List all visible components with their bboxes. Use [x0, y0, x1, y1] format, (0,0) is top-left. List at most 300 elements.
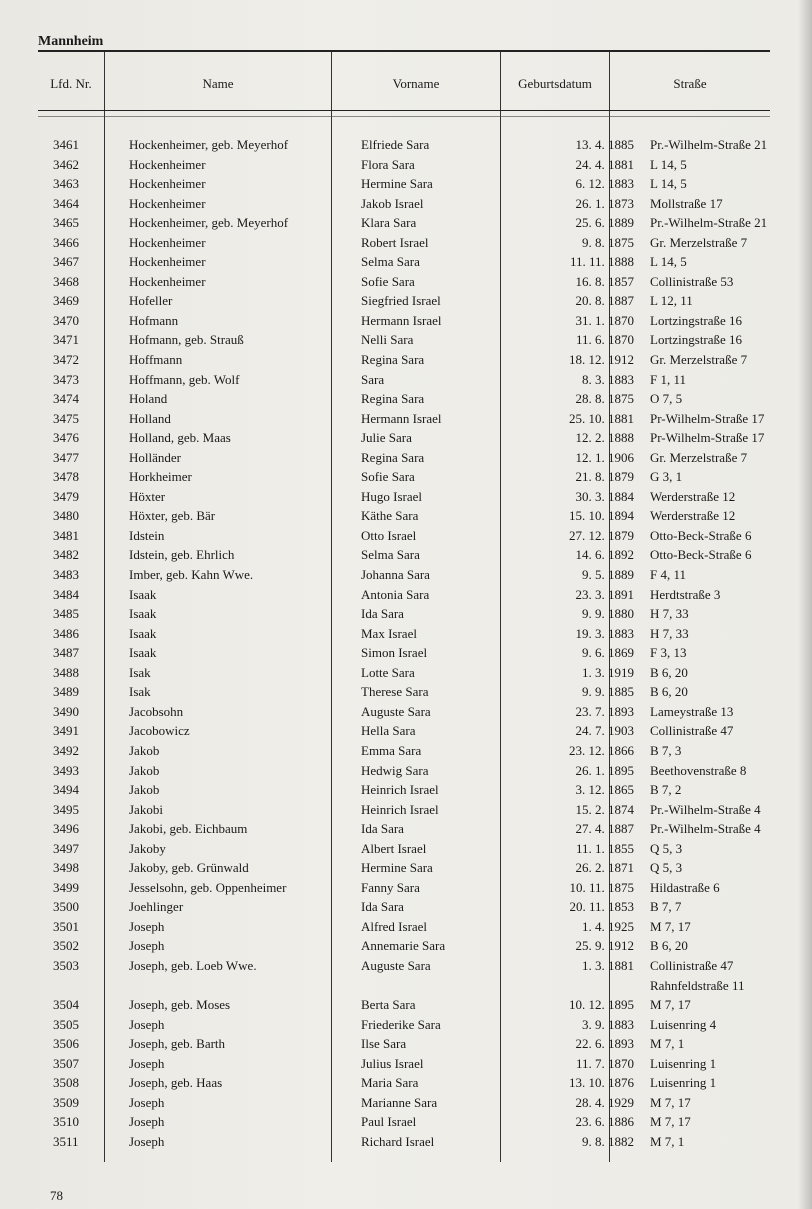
cell-name: Joseph — [129, 1055, 165, 1071]
cell-nr: 3481 — [53, 527, 79, 543]
table-row — [38, 565, 800, 585]
cell-geburtsdatum: 25. 6. 1889 — [575, 215, 634, 231]
cell-nr: 3502 — [53, 938, 79, 954]
cell-strasse: B 6, 20 — [650, 664, 688, 680]
cell-strasse: Mollstraße 17 — [650, 195, 723, 211]
cell-vorname: Auguste Sara — [361, 703, 431, 719]
cell-name: Jacobowicz — [129, 723, 190, 739]
cell-nr: 3466 — [53, 234, 79, 250]
cell-name: Isak — [129, 664, 151, 680]
table-row — [38, 761, 800, 781]
cell-geburtsdatum: 24. 4. 1881 — [575, 156, 634, 172]
cell-vorname: Annemarie Sara — [361, 938, 446, 954]
cell-nr: 3468 — [53, 273, 79, 289]
cell-strasse: B 7, 7 — [650, 899, 682, 915]
cell-name: Jakoby, geb. Grünwald — [129, 860, 249, 876]
table-row — [38, 624, 800, 644]
cell-nr: 3503 — [53, 957, 79, 973]
cell-strasse: Q 5, 3 — [650, 860, 683, 876]
cell-nr: 3492 — [53, 742, 79, 758]
cell-nr: 3491 — [53, 723, 79, 739]
cell-nr: 3493 — [53, 762, 79, 778]
cell-vorname: Hugo Israel — [361, 488, 423, 504]
page-number: 78 — [50, 1188, 63, 1203]
cell-nr: 3506 — [53, 1036, 79, 1052]
cell-vorname: Ida Sara — [361, 821, 404, 837]
cell-geburtsdatum: 13. 4. 1885 — [575, 137, 634, 152]
cell-nr: 3464 — [53, 195, 79, 211]
column-header-vorname: Vorname — [392, 76, 440, 91]
table-row — [38, 545, 800, 565]
cell-vorname: Alfred Israel — [361, 918, 428, 934]
table-row — [38, 330, 800, 350]
cell-geburtsdatum: 26. 1. 1895 — [575, 762, 634, 778]
table-row — [38, 702, 800, 722]
cell-vorname: Sara — [361, 371, 385, 387]
cell-strasse: Lortzingstraße 16 — [650, 332, 743, 348]
cell-nr: 3499 — [53, 879, 79, 895]
cell-strasse: Gr. Merzelstraße 7 — [650, 352, 748, 368]
cell-vorname: Julie Sara — [361, 430, 412, 446]
cell-strasse: Pr.-Wilhelm-Straße 4 — [650, 801, 761, 817]
cell-name: Hockenheimer — [129, 176, 206, 192]
cell-strasse: Collinistraße 47 — [650, 723, 734, 739]
cell-name: Jakob — [129, 762, 160, 778]
cell-name: Joseph — [129, 1016, 165, 1032]
cell-name: Holländer — [129, 449, 181, 465]
cell-geburtsdatum: 11. 1. 1855 — [575, 840, 634, 856]
cell-vorname: Otto Israel — [361, 527, 417, 543]
cell-name: Hoffmann — [129, 352, 183, 368]
cell-geburtsdatum: 10. 11. 1875 — [569, 879, 634, 895]
cell-vorname: Selma Sara — [361, 547, 420, 563]
page-edge-shadow — [798, 0, 812, 1209]
cell-strasse: Luisenring 1 — [650, 1075, 717, 1091]
cell-name: Idstein — [129, 527, 165, 543]
cell-nr: 3479 — [53, 488, 79, 504]
cell-geburtsdatum: 9. 9. 1880 — [582, 606, 634, 622]
cell-vorname: Richard Israel — [361, 1133, 435, 1149]
cell-nr: 3477 — [53, 449, 79, 465]
table-row — [38, 741, 800, 761]
cell-strasse: G 3, 1 — [650, 469, 683, 485]
cell-nr: 3462 — [53, 156, 79, 172]
cell-nr: 3476 — [53, 430, 79, 446]
cell-name: Isak — [129, 684, 151, 700]
cell-strasse: Luisenring 1 — [650, 1055, 717, 1071]
cell-vorname: Regina Sara — [361, 391, 425, 407]
cell-geburtsdatum: 30. 3. 1884 — [575, 488, 634, 504]
cell-geburtsdatum: 23. 7. 1893 — [575, 703, 634, 719]
cell-strasse: B 7, 3 — [650, 742, 682, 758]
table-row — [38, 370, 800, 390]
cell-vorname: Heinrich Israel — [361, 782, 439, 798]
cell-strasse: L 14, 5 — [650, 254, 687, 270]
cell-strasse: M 7, 17 — [650, 1094, 691, 1110]
cell-vorname: Heinrich Israel — [361, 801, 439, 817]
cell-nr: 3484 — [53, 586, 79, 602]
table-row — [38, 1112, 800, 1132]
cell-vorname: Hermann Israel — [361, 410, 442, 426]
cell-nr: 3474 — [53, 391, 79, 407]
cell-name: Jakoby — [129, 840, 166, 856]
table-row — [38, 311, 800, 331]
cell-strasse: L 14, 5 — [650, 176, 687, 192]
cell-name: Hockenheimer — [129, 234, 206, 250]
cell-nr: 3510 — [53, 1114, 79, 1130]
cell-name: Joseph — [129, 1133, 165, 1149]
column-header-strasse: Straße — [673, 76, 707, 91]
table-row — [38, 487, 800, 507]
cell-vorname: Regina Sara — [361, 352, 425, 368]
cell-nr: 3482 — [53, 547, 79, 563]
cell-geburtsdatum: 9. 5. 1889 — [582, 567, 634, 583]
cell-strasse: F 1, 11 — [650, 371, 686, 387]
cell-nr: 3485 — [53, 606, 79, 622]
cell-geburtsdatum: 9. 6. 1869 — [582, 645, 634, 661]
cell-geburtsdatum: 21. 8. 1879 — [575, 469, 634, 485]
cell-nr: 3490 — [53, 703, 79, 719]
table-row — [38, 1093, 800, 1113]
cell-vorname: Robert Israel — [361, 234, 429, 250]
cell-geburtsdatum: 12. 1. 1906 — [575, 449, 634, 465]
cell-geburtsdatum: 12. 2. 1888 — [575, 430, 634, 446]
table-row — [38, 917, 800, 937]
table-row — [38, 448, 800, 468]
table-row — [38, 506, 800, 526]
cell-name: Isaak — [129, 645, 157, 661]
cell-nr: 3489 — [53, 684, 79, 700]
cell-nr: 3498 — [53, 860, 79, 876]
cell-vorname: Jakob Israel — [361, 195, 424, 211]
table-row — [38, 272, 800, 292]
cell-vorname: Paul Israel — [361, 1114, 417, 1130]
cell-name: Isaak — [129, 586, 157, 602]
cell-name: Imber, geb. Kahn Wwe. — [129, 567, 254, 583]
table-row — [38, 858, 800, 878]
cell-vorname: Julius Israel — [361, 1055, 424, 1071]
empty-cell — [355, 976, 523, 996]
header-top-rule — [38, 50, 770, 52]
table-row — [38, 135, 800, 155]
cell-geburtsdatum: 6. 12. 1883 — [575, 176, 634, 192]
cell-name: Höxter — [129, 488, 166, 504]
table-row — [38, 194, 800, 214]
cell-vorname: Antonia Sara — [361, 586, 430, 602]
cell-nr: 3496 — [53, 821, 79, 837]
cell-strasse: Otto-Beck-Straße 6 — [650, 547, 752, 563]
empty-cell — [119, 976, 355, 996]
cell-strasse: Pr-Wilhelm-Straße 17 — [650, 410, 765, 426]
cell-vorname: Hedwig Sara — [361, 762, 429, 778]
table-row — [38, 1132, 800, 1152]
cell-name: Holand — [129, 391, 168, 407]
cell-vorname: Auguste Sara — [361, 957, 431, 973]
cell-vorname: Max Israel — [361, 625, 417, 641]
cell-strasse: B 7, 2 — [650, 782, 682, 798]
cell-geburtsdatum: 27. 12. 1879 — [569, 527, 634, 543]
header-sub-rule — [38, 116, 770, 117]
table-row — [38, 995, 800, 1015]
cell-nr: 3508 — [53, 1075, 79, 1091]
empty-cell — [523, 976, 646, 996]
register-table — [38, 135, 800, 1151]
cell-geburtsdatum: 1. 3. 1881 — [582, 957, 634, 973]
cell-nr: 3461 — [53, 137, 79, 152]
cell-vorname: Albert Israel — [361, 840, 427, 856]
cell-nr: 3495 — [53, 801, 79, 817]
cell-strasse: Gr. Merzelstraße 7 — [650, 234, 748, 250]
cell-name: Holland — [129, 410, 171, 426]
table-row — [38, 428, 800, 448]
cell-nr: 3505 — [53, 1016, 79, 1032]
cell-strasse: Pr.-Wilhelm-Straße 4 — [650, 821, 761, 837]
cell-geburtsdatum: 3. 12. 1865 — [575, 782, 634, 798]
cell-strasse: Lortzingstraße 16 — [650, 312, 743, 328]
cell-geburtsdatum: 10. 12. 1895 — [569, 997, 634, 1013]
cell-vorname: Therese Sara — [361, 684, 429, 700]
cell-vorname: Elfriede Sara — [361, 137, 430, 152]
cell-nr: 3501 — [53, 918, 79, 934]
table-row — [38, 936, 800, 956]
cell-geburtsdatum: 11. 6. 1870 — [575, 332, 634, 348]
cell-geburtsdatum: 3. 9. 1883 — [582, 1016, 634, 1032]
cell-name: Joseph — [129, 1114, 165, 1130]
table-row — [38, 643, 800, 663]
cell-vorname: Ilse Sara — [361, 1036, 407, 1052]
cell-strasse: B 6, 20 — [650, 938, 688, 954]
cell-geburtsdatum: 11. 7. 1870 — [575, 1055, 634, 1071]
cell-name: Jacobsohn — [129, 703, 184, 719]
table-row — [38, 233, 800, 253]
cell-nr: 3471 — [53, 332, 79, 348]
cell-name: Joseph — [129, 918, 165, 934]
cell-geburtsdatum: 28. 4. 1929 — [575, 1094, 634, 1110]
cell-vorname: Hermine Sara — [361, 176, 433, 192]
cell-name: Joseph, geb. Barth — [129, 1036, 226, 1052]
cell-name: Hockenheimer — [129, 254, 206, 270]
cell-name: Hockenheimer — [129, 156, 206, 172]
cell-name: Joseph — [129, 938, 165, 954]
cell-geburtsdatum: 31. 1. 1870 — [575, 312, 634, 328]
table-row — [38, 213, 800, 233]
cell-name: Jakobi — [129, 801, 163, 817]
cell-name: Hockenheimer, geb. Meyerhof — [129, 215, 289, 231]
cell-vorname: Hermine Sara — [361, 860, 433, 876]
cell-name: Hofmann — [129, 312, 179, 328]
cell-geburtsdatum: 26. 1. 1873 — [575, 195, 634, 211]
cell-strasse: H 7, 33 — [650, 606, 689, 622]
city-heading: Mannheim — [38, 34, 104, 49]
empty-cell — [38, 976, 119, 996]
cell-strasse: M 7, 1 — [650, 1133, 685, 1149]
cell-geburtsdatum: 26. 2. 1871 — [575, 860, 634, 876]
cell-vorname: Simon Israel — [361, 645, 428, 661]
cell-geburtsdatum: 1. 4. 1925 — [582, 918, 634, 934]
table-row — [38, 780, 800, 800]
cell-name: Joehlinger — [129, 899, 184, 915]
header-bottom-rule — [38, 110, 770, 111]
table-row — [38, 1073, 800, 1093]
table-row — [38, 682, 800, 702]
cell-vorname: Johanna Sara — [361, 567, 430, 583]
cell-vorname: Ida Sara — [361, 606, 404, 622]
cell-geburtsdatum: 14. 6. 1892 — [575, 547, 634, 563]
cell-geburtsdatum: 15. 2. 1874 — [575, 801, 634, 817]
table-row — [38, 839, 800, 859]
column-header-name: Name — [202, 76, 234, 91]
register-table-body — [38, 135, 800, 1151]
cell-vorname: Maria Sara — [361, 1075, 419, 1091]
cell-geburtsdatum: 23. 6. 1886 — [575, 1114, 634, 1130]
cell-nr: 3500 — [53, 899, 79, 915]
cell-name: Jakob — [129, 782, 160, 798]
cell-vorname: Marianne Sara — [361, 1094, 438, 1110]
cell-vorname: Klara Sara — [361, 215, 417, 231]
cell-nr: 3488 — [53, 664, 79, 680]
cell-strasse: Luisenring 4 — [650, 1016, 717, 1032]
cell-geburtsdatum: 15. 10. 1894 — [569, 508, 634, 524]
cell-name: Joseph, geb. Moses — [129, 997, 231, 1013]
cell-strasse: Otto-Beck-Straße 6 — [650, 527, 752, 543]
cell-geburtsdatum: 24. 7. 1903 — [575, 723, 634, 739]
cell-strasse-continuation: Rahnfeldstraße 11 — [650, 977, 745, 993]
cell-geburtsdatum: 20. 11. 1853 — [569, 899, 634, 915]
cell-strasse: Werderstraße 12 — [650, 488, 736, 504]
table-row — [38, 526, 800, 546]
table-row — [38, 819, 800, 839]
cell-strasse: Collinistraße 47 — [650, 957, 734, 973]
cell-geburtsdatum: 28. 8. 1875 — [575, 391, 634, 407]
cell-strasse: Pr.-Wilhelm-Straße 21 — [650, 137, 768, 152]
cell-nr: 3483 — [53, 567, 79, 583]
cell-nr: 3467 — [53, 254, 79, 270]
cell-strasse: M 7, 1 — [650, 1036, 685, 1052]
cell-geburtsdatum: 25. 9. 1912 — [575, 938, 634, 954]
cell-name: Jakob — [129, 742, 160, 758]
cell-strasse: Hildastraße 6 — [650, 879, 720, 895]
column-header-geburtsdatum: Geburtsdatum — [518, 76, 592, 91]
cell-strasse: Gr. Merzelstraße 7 — [650, 449, 748, 465]
cell-geburtsdatum: 8. 3. 1883 — [582, 371, 634, 387]
cell-strasse: M 7, 17 — [650, 997, 691, 1013]
cell-name: Höxter, geb. Bär — [129, 508, 216, 524]
cell-nr: 3475 — [53, 410, 79, 426]
cell-vorname: Friederike Sara — [361, 1016, 441, 1032]
table-row — [38, 409, 800, 429]
cell-nr: 3463 — [53, 176, 79, 192]
cell-name: Joseph, geb. Haas — [129, 1075, 223, 1091]
table-row — [38, 956, 800, 976]
cell-geburtsdatum: 13. 10. 1876 — [569, 1075, 634, 1091]
table-row — [38, 174, 800, 194]
cell-name: Isaak — [129, 625, 157, 641]
cell-geburtsdatum: 25. 10. 1881 — [569, 410, 634, 426]
cell-strasse: Lameystraße 13 — [650, 703, 734, 719]
cell-nr: 3473 — [53, 371, 79, 387]
cell-geburtsdatum: 22. 6. 1893 — [575, 1036, 634, 1052]
cell-vorname: Emma Sara — [361, 742, 422, 758]
table-row — [38, 467, 800, 487]
table-row — [38, 252, 800, 272]
cell-nr: 3507 — [53, 1055, 79, 1071]
cell-nr: 3478 — [53, 469, 79, 485]
cell-strasse: Werderstraße 12 — [650, 508, 736, 524]
cell-geburtsdatum: 9. 8. 1875 — [582, 234, 634, 250]
cell-name: Jakobi, geb. Eichbaum — [129, 821, 248, 837]
cell-nr: 3497 — [53, 840, 79, 856]
cell-name: Idstein, geb. Ehrlich — [129, 547, 235, 563]
table-row — [38, 1034, 800, 1054]
cell-geburtsdatum: 9. 8. 1882 — [582, 1133, 634, 1149]
cell-name: Holland, geb. Maas — [129, 430, 231, 446]
cell-strasse: Pr-Wilhelm-Straße 17 — [650, 430, 765, 446]
table-row — [38, 350, 800, 370]
cell-vorname: Sofie Sara — [361, 469, 415, 485]
cell-strasse: F 4, 11 — [650, 567, 686, 583]
cell-vorname: Fanny Sara — [361, 879, 420, 895]
table-row — [38, 800, 800, 820]
cell-geburtsdatum: 9. 9. 1885 — [582, 684, 634, 700]
cell-name: Hoffmann, geb. Wolf — [129, 371, 240, 387]
table-row — [38, 604, 800, 624]
cell-vorname: Hella Sara — [361, 723, 416, 739]
cell-nr: 3469 — [53, 293, 79, 309]
cell-vorname: Flora Sara — [361, 156, 415, 172]
table-row — [38, 389, 800, 409]
cell-strasse: Pr.-Wilhelm-Straße 21 — [650, 215, 768, 231]
cell-name: Jesselsohn, geb. Oppenheimer — [129, 879, 287, 895]
cell-name: Hockenheimer, geb. Meyerhof — [129, 137, 289, 152]
cell-nr: 3511 — [53, 1133, 79, 1149]
cell-name: Joseph — [129, 1094, 165, 1110]
cell-strasse: O 7, 5 — [650, 391, 683, 407]
cell-nr: 3465 — [53, 215, 79, 231]
cell-nr: 3486 — [53, 625, 79, 641]
cell-name: Hockenheimer — [129, 195, 206, 211]
cell-name: Isaak — [129, 606, 157, 622]
cell-geburtsdatum: 23. 3. 1891 — [575, 586, 634, 602]
cell-strasse: Collinistraße 53 — [650, 273, 734, 289]
table-row — [38, 1054, 800, 1074]
cell-geburtsdatum: 20. 8. 1887 — [575, 293, 634, 309]
cell-nr: 3504 — [53, 997, 79, 1013]
cell-geburtsdatum: 18. 12. 1912 — [569, 352, 634, 368]
cell-vorname: Regina Sara — [361, 449, 425, 465]
cell-geburtsdatum: 1. 3. 1919 — [582, 664, 634, 680]
cell-vorname: Siegfried Israel — [361, 293, 441, 309]
cell-vorname: Hermann Israel — [361, 312, 442, 328]
cell-geburtsdatum: 19. 3. 1883 — [575, 625, 634, 641]
cell-geburtsdatum: 27. 4. 1887 — [575, 821, 634, 837]
cell-nr: 3470 — [53, 312, 79, 328]
cell-vorname: Sofie Sara — [361, 273, 415, 289]
table-row — [38, 291, 800, 311]
cell-vorname: Ida Sara — [361, 899, 404, 915]
cell-strasse: M 7, 17 — [650, 918, 691, 934]
cell-strasse: L 14, 5 — [650, 156, 687, 172]
cell-strasse: F 3, 13 — [650, 645, 687, 661]
cell-strasse: Q 5, 3 — [650, 840, 683, 856]
cell-vorname: Käthe Sara — [361, 508, 419, 524]
cell-vorname: Berta Sara — [361, 997, 416, 1013]
cell-name: Hockenheimer — [129, 273, 206, 289]
table-row — [38, 155, 800, 175]
column-header-nr: Lfd. Nr. — [50, 76, 92, 91]
cell-name: Hofeller — [129, 293, 173, 309]
cell-geburtsdatum: 16. 8. 1857 — [575, 273, 634, 289]
cell-strasse: H 7, 33 — [650, 625, 689, 641]
